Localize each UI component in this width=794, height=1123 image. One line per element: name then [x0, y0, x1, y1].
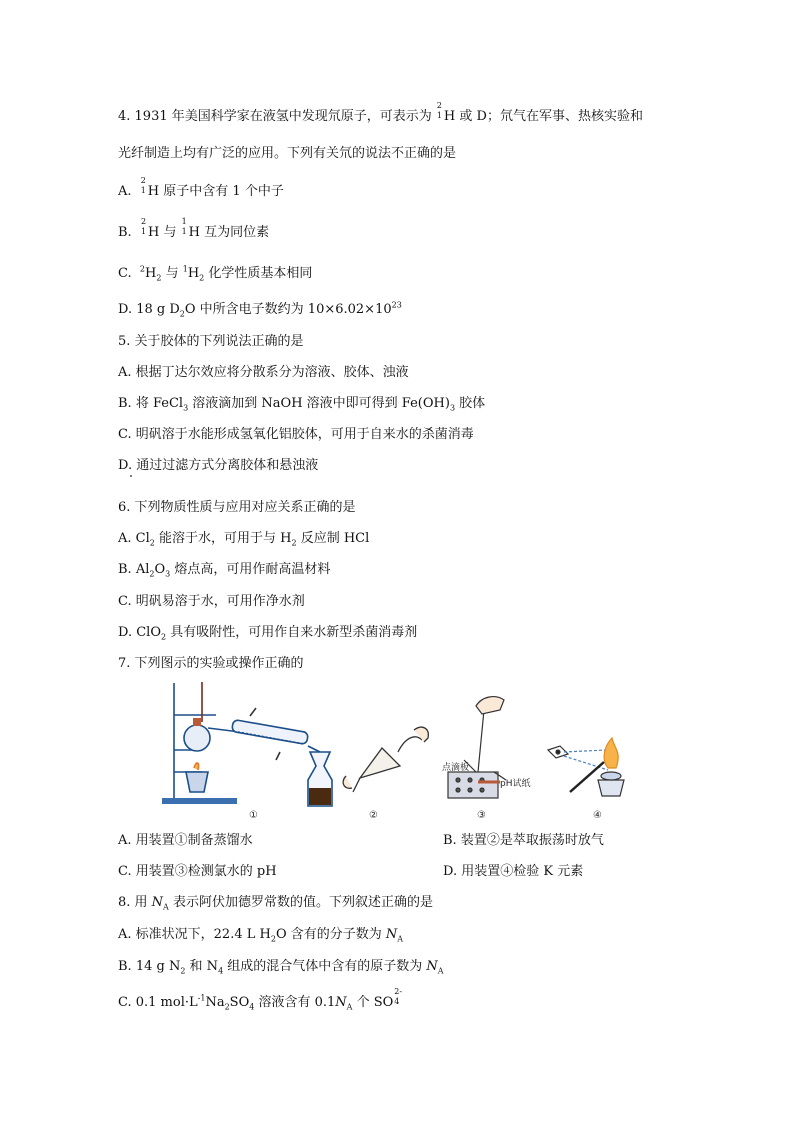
q4-option-a[interactable]: A. 2 1 H 原子中含有 1 个中子 — [118, 176, 284, 199]
distillation-apparatus — [162, 682, 332, 806]
q6-option-a[interactable]: A. $Cl_2$ 能溶于水，可用于与 $H_2$ 反应制 HCl — [118, 531, 370, 548]
q7-option-d[interactable]: D. 用装置④检验 K 元素 — [443, 864, 584, 879]
separatory-funnel — [343, 727, 428, 792]
q6-option-d[interactable]: D. ClO$_2$ 具有吸附性，可用作自来水新型杀菌消毒剂 — [118, 625, 418, 642]
q5-option-c[interactable]: C. 明矾溶于水能形成氢氧化铝胶体，可用于自来水的杀菌消毒 — [118, 427, 474, 442]
q5-stem: 5. 关于胶体的下列说法正确的是 — [118, 334, 304, 349]
q5-option-b[interactable]: B. 将 FeCl$_3$ 溶液滴加到 NaOH 溶液中即可得到 $Fe(OH)_3$ 胶体 — [118, 396, 486, 413]
q7-option-c[interactable]: C. 用装置③检测氯水的 pH — [118, 864, 277, 879]
fig-text-ph-paper: pH试纸 — [500, 779, 531, 789]
flame-test-apparatus — [548, 738, 624, 796]
q6-option-b[interactable]: B. $Al_2O_3$ 熔点高，可用作耐高温材料 — [118, 562, 331, 579]
fig-text-spot-plate: 点滴板 — [442, 763, 470, 773]
q5-option-a[interactable]: A. 根据丁达尔效应将分散系分为溶液、胶体、浊液 — [118, 365, 409, 380]
fig-label-3: ③ — [477, 810, 486, 820]
spot-plate-ph-test — [448, 697, 506, 798]
q6-stem: 6. 下列物质性质与应用对应关系正确的是 — [118, 500, 356, 515]
q7-stem: 7. 下列图示的实验或操作正确的 — [118, 656, 304, 671]
experiment-apparatus-figure — [160, 680, 640, 820]
stray-dot — [130, 475, 132, 477]
isotope-notation: 2 1 — [140, 176, 146, 195]
q7-option-a[interactable]: A. 用装置①制备蒸馏水 — [118, 833, 253, 848]
q4-option-c[interactable]: C. $^2H_2$ 与 $^1H_2$ 化学性质基本相同 — [118, 264, 313, 283]
q5-option-d[interactable]: D. 通过过滤方式分离胶体和悬浊液 — [118, 458, 319, 473]
fig-label-4: ④ — [593, 810, 602, 820]
fig-label-1: ① — [249, 810, 258, 820]
q6-option-c[interactable]: C. 明矾易溶于水，可用作净水剂 — [118, 594, 305, 609]
q8-stem: 8. 用 $N_A$ 表示阿伏加德罗常数的值。下列叙述正确的是 — [118, 895, 433, 912]
q7-option-b[interactable]: B. 装置②是萃取振荡时放气 — [443, 833, 604, 848]
q4-option-b[interactable]: B. 2 1 H 与 1 1 H 互为同位素 — [118, 217, 270, 240]
isotope-notation: 2 1 — [436, 101, 442, 120]
q4-stem-text: 4. 1931 年美国科学家在液氢中发现氘原子，可表示为 — [118, 109, 432, 124]
q8-option-a[interactable]: A. 标准状况下，22.4 L $H_2O$ 含有的分子数为 $N_A$ — [118, 927, 404, 944]
q4-stem-text-b: 或 D；氘气在军事、热核实验和 — [459, 109, 643, 124]
q8-option-c[interactable]: C. 0.1 $mol\cdot L^{-1}Na_2SO_4$ 溶液含有 $0.1N_A$ 个 SO 2- 4 — [118, 987, 403, 1012]
q8-option-b[interactable]: B. 14 g $N_2$ 和 $N_4$ 组成的混合气体中含有的原子数为 $N_A$ — [118, 959, 444, 976]
q4-stem-line2: 光纤制造上均有广泛的应用。下列有关氘的说法不正确的是 — [118, 146, 457, 161]
fig-label-2: ② — [369, 810, 378, 820]
q4-option-d[interactable]: D. 18 g $D_2O$ 中所含电子数约为 $10\times 6.02\times 10^{23}$ — [118, 300, 402, 319]
q4-stem-line1: 4. 1931 年美国科学家在液氢中发现氘原子，可表示为 2 1 H 或 D；氘气在军事、热核实验和 — [118, 101, 643, 124]
